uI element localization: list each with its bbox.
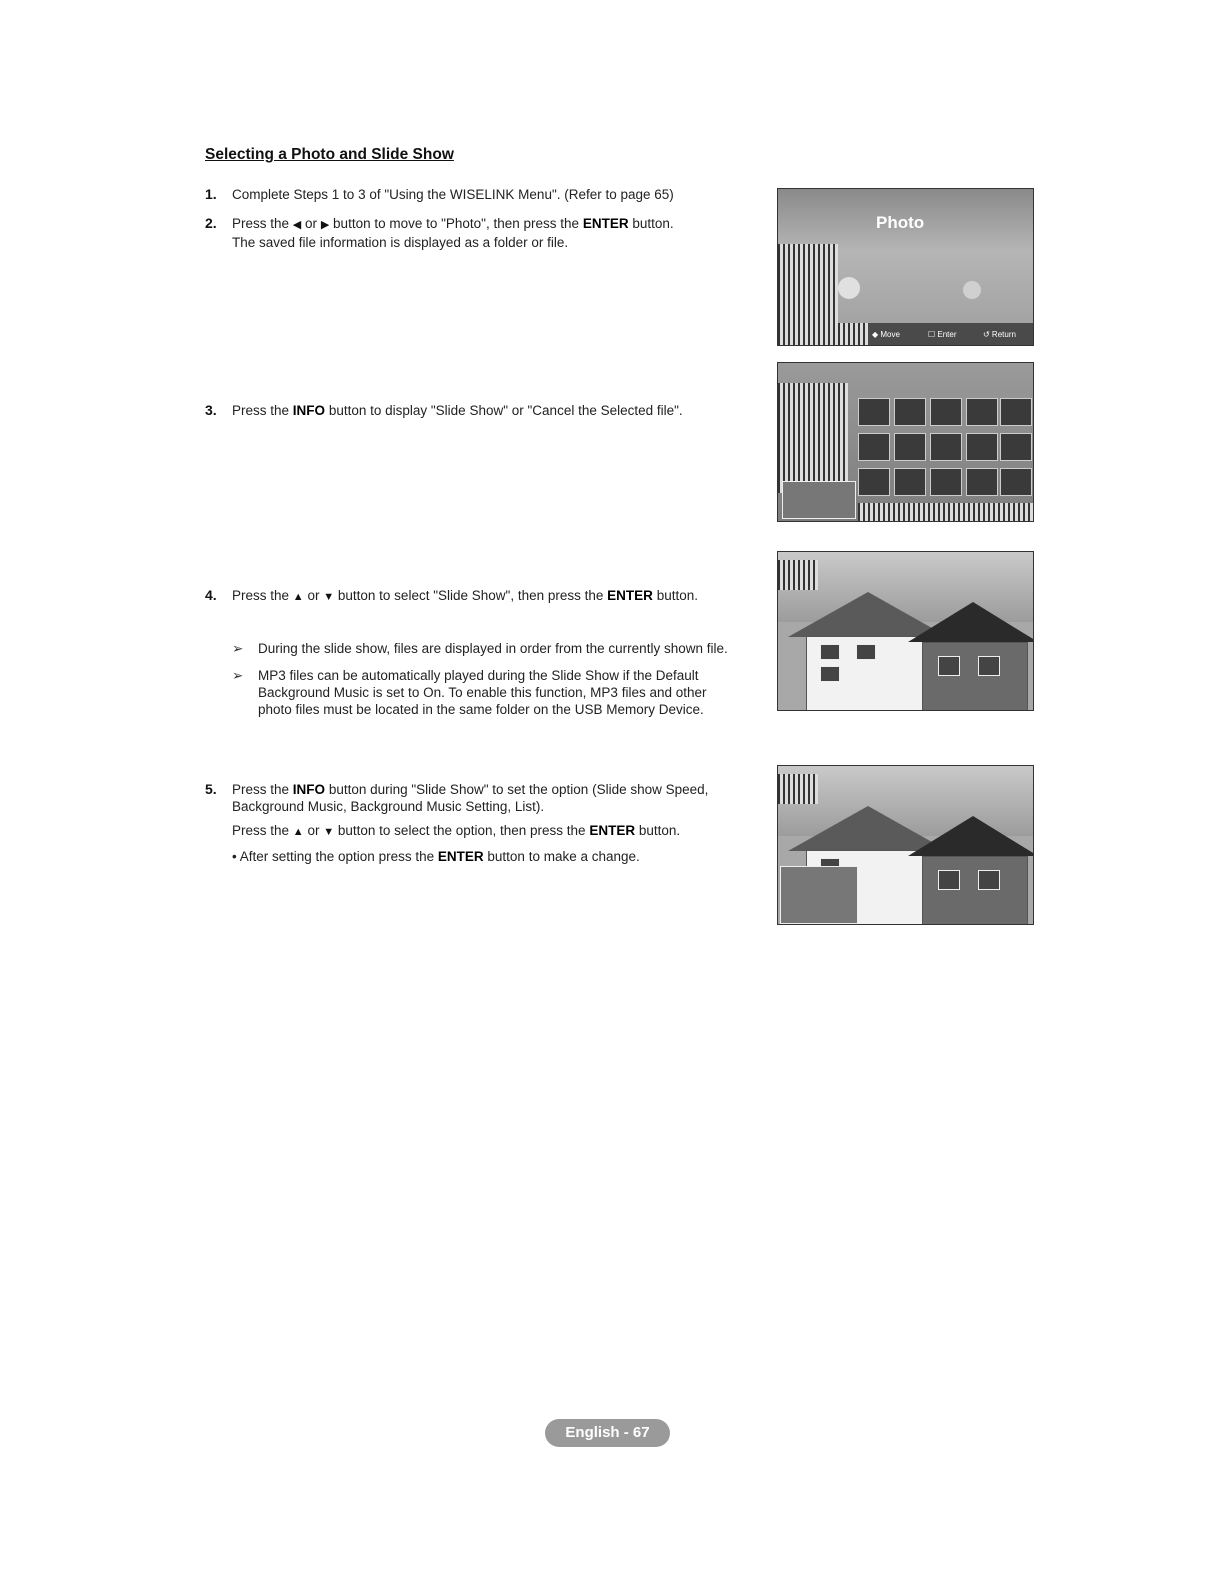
window [978, 870, 1000, 890]
enter-keyword: ENTER [582, 216, 629, 231]
step-text: button during "Slide Show" to set the option (Slide show Speed, Background Music, Background Music Setting, List). [232, 782, 709, 814]
scan-pattern [858, 503, 1034, 521]
left-arrow-icon: ◀ [292, 219, 302, 231]
info-keyword: INFO [292, 403, 326, 418]
step-2 [205, 215, 752, 251]
step-text: Press the [232, 782, 290, 797]
window [978, 656, 1000, 676]
house-wall [922, 856, 1028, 925]
note-arrow-icon: ➢ [232, 641, 244, 656]
info-keyword: INFO [292, 782, 326, 797]
step-number: 3. [205, 402, 217, 418]
step-text: The saved file information is displayed as a folder or file. [232, 235, 569, 250]
enter-keyword: ENTER [589, 823, 636, 838]
note-1 [232, 640, 762, 657]
enter-hint: ☐ Enter [928, 330, 957, 339]
thumbnail [1000, 398, 1032, 426]
screenshot-photo-menu [777, 188, 1034, 346]
step-text: button to display "Slide Show" or "Cancel the Selected file". [328, 403, 683, 418]
step-4 [205, 587, 752, 606]
section-heading: Selecting a Photo and Slide Show [205, 146, 454, 163]
window [856, 644, 876, 660]
screenshot-slide-show-options [777, 765, 1034, 925]
page-footer: English - 67 [545, 1419, 670, 1447]
thumbnail [966, 433, 998, 461]
enter-keyword: ENTER [607, 588, 653, 603]
step-5 [205, 781, 752, 865]
note-2 [232, 667, 732, 718]
step-1 [205, 186, 752, 203]
step-text: button to select the option, then press the [337, 823, 586, 838]
note-text: MP3 files can be automatically played during the Slide Show if the Default Background Music is set to On. To enable this function, MP3 files and other photo files must be located in the same folder on the USB Memory Device. [258, 668, 707, 717]
scan-pattern [778, 560, 818, 590]
scan-pattern [778, 383, 848, 493]
window [938, 870, 960, 890]
step-number: 5. [205, 781, 217, 797]
house-roof [908, 816, 1034, 856]
options-menu [780, 866, 858, 924]
step-text: Press the [232, 216, 290, 231]
step-text: button to move to "Photo", then press the [333, 216, 580, 231]
house-wall [922, 642, 1028, 711]
up-arrow-icon: ▲ [292, 591, 304, 603]
window [938, 656, 960, 676]
thumbnail [930, 433, 962, 461]
thumbnail [966, 468, 998, 496]
photo-icon [838, 277, 860, 299]
usb-icon [963, 281, 981, 299]
step-text: or [307, 823, 320, 838]
move-hint: ◆ Move [872, 330, 900, 339]
screenshot-slide-show [777, 551, 1034, 711]
return-hint: ↺ Return [983, 330, 1016, 339]
down-arrow-icon: ▼ [323, 591, 335, 603]
thumbnail [894, 468, 926, 496]
thumbnail [1000, 433, 1032, 461]
house-roof [908, 602, 1034, 642]
enter-keyword: ENTER [437, 849, 484, 864]
down-arrow-icon: ▼ [323, 826, 335, 838]
up-arrow-icon: ▲ [292, 826, 304, 838]
thumbnail [858, 433, 890, 461]
right-arrow-icon: ▶ [320, 219, 330, 231]
info-popup [782, 481, 856, 519]
scan-pattern [778, 323, 868, 345]
scan-pattern [778, 774, 818, 804]
step-text: button. [638, 823, 681, 838]
step-text: Complete Steps 1 to 3 of "Using the WISELINK Menu". (Refer to page 65) [232, 187, 674, 202]
step-text: • After setting the option press the [232, 849, 435, 864]
window [820, 644, 840, 660]
window [820, 666, 840, 682]
thumbnail [858, 468, 890, 496]
thumbnail [1000, 468, 1032, 496]
step-text: button. [632, 216, 674, 231]
photo-menu-title: Photo [876, 213, 925, 232]
note-text: During the slide show, files are displayed in order from the currently shown file. [258, 641, 728, 656]
step-text: button to make a change. [487, 849, 640, 864]
step-text: button. [656, 588, 698, 603]
thumbnail [894, 398, 926, 426]
step-number: 2. [205, 215, 217, 231]
thumbnail [858, 398, 890, 426]
step-text: or [305, 216, 318, 231]
thumbnail [894, 433, 926, 461]
step-text: Press the [232, 588, 290, 603]
note-arrow-icon: ➢ [232, 668, 244, 683]
step-text: button to select "Slide Show", then press the [337, 588, 604, 603]
step-text: Press the [232, 403, 290, 418]
thumbnail [966, 398, 998, 426]
screenshot-thumbnail-list [777, 362, 1034, 522]
step-text: or [307, 588, 320, 603]
step-number: 4. [205, 587, 217, 603]
thumbnail [930, 398, 962, 426]
step-number: 1. [205, 186, 217, 202]
step-text: Press the [232, 823, 290, 838]
step-3 [205, 402, 752, 419]
thumbnail [930, 468, 962, 496]
